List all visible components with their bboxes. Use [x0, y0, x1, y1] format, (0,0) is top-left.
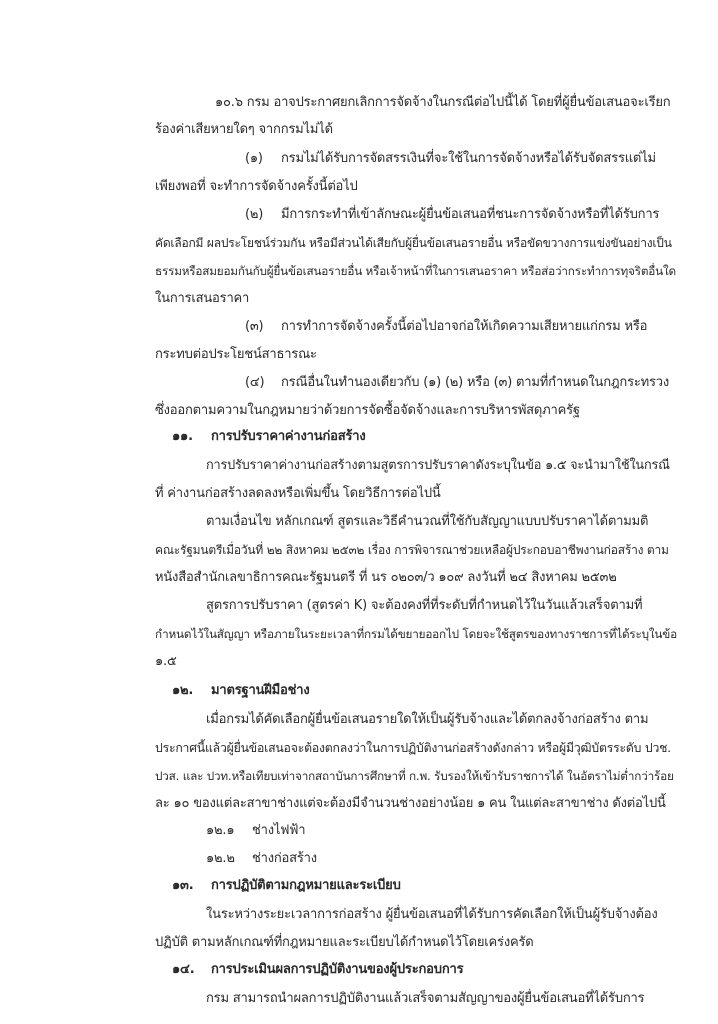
- clause-10-6-line-2: ร้องค่าเสียหายใดๆ จากกรมไม่ได้: [155, 122, 333, 137]
- item-2-line-2: คัดเลือกมี ผลประโยชน์ร่วมกัน หรือมีส่วนได้เสียกับผู้ยื่นข้อเสนอรายอื่น หรือขัดขวางการแข่งขันอย่างเป็น: [155, 236, 672, 250]
- section-13-line-2: ปฏิบัติ ตามหลักเกณฑ์ที่กฎหมายและระเบียบได้กำหนดไว้โดยเคร่งครัด: [155, 935, 534, 950]
- section-11-p2-line-1: ตามเงื่อนไข หลักเกณฑ์ สูตรและวิธีคำนวณที่ใช้กับสัญญาแบบปรับราคาได้ตามมติ: [206, 514, 649, 529]
- item-2-number: (๒): [245, 207, 264, 222]
- section-14-line-1: กรม สามารถนำผลการปฏิบัติงานแล้วเสร็จตามสัญญาของผู้ยื่นข้อเสนอที่ได้รับการ: [206, 991, 645, 1006]
- section-12-sub-1-number: ๑๒.๑: [206, 823, 235, 838]
- section-11-p2-line-2: คณะรัฐมนตรีเมื่อวันที่ ๒๒ สิงหาคม ๒๕๓๒ เรื่อง การพิจารณาช่วยเหลือผู้ประกอบอาชีพงานก่อสร้าง ตาม: [155, 543, 669, 557]
- section-12-line-3: ปวส. และ ปวท.หรือเทียบเท่าจากสถาบันการศึกษาที่ ก.พ. รับรองให้เข้ารับราชการได้ ในอัตราไม่ต่ำกว่าร้อย: [155, 769, 674, 783]
- section-11-p3-line-3: ๑.๕: [155, 654, 177, 669]
- item-4-line-2: ซึ่งออกตามความในกฎหมายว่าด้วยการจัดซื้อจัดจ้างและการบริหารพัสดุภาครัฐ: [155, 403, 580, 418]
- item-2-line-1: มีการกระทำที่เข้าลักษณะผู้ยื่นข้อเสนอที่ชนะการจัดจ้างหรือที่ได้รับการ: [281, 207, 660, 222]
- section-11-title: การปรับราคาค่างานก่อสร้าง: [211, 429, 366, 444]
- item-2-line-3: ธรรมหรือสมยอมกันกับผู้ยื่นข้อเสนอรายอื่น หรือเจ้าหน้าที่ในการเสนอราคา หรือส่อว่ากระทำการทุจริตอื่นใด: [155, 264, 676, 278]
- item-2-line-4: ในการเสนอราคา: [155, 291, 250, 306]
- section-13-title: การปฏิบัติตามกฎหมายและระเบียบ: [211, 878, 401, 893]
- item-4-line-1: กรณีอื่นในทำนองเดียวกับ (๑) (๒) หรือ (๓) ตามที่กำหนดในกฎกระทรวง: [281, 375, 670, 390]
- item-1-number: (๑): [245, 151, 263, 166]
- section-12-sub-2: ช่างก่อสร้าง: [252, 851, 317, 866]
- item-1-line-2: เพียงพอที่ จะทำการจัดจ้างครั้งนี้ต่อไป: [155, 179, 358, 194]
- section-12-line-1: เมื่อกรมได้คัดเลือกผู้ยื่นข้อเสนอรายใดให้เป็นผู้รับจ้างและได้ตกลงจ้างก่อสร้าง ตาม: [206, 712, 649, 727]
- item-1-line-1: กรมไม่ได้รับการจัดสรรเงินที่จะใช้ในการจัดจ้างหรือได้รับจัดสรรแต่ไม่: [281, 151, 656, 166]
- section-12-number: ๑๒.: [172, 683, 194, 698]
- section-11-number: ๑๑.: [172, 429, 193, 444]
- section-11-p3-line-2: กำหนดไว้ในสัญญา หรือภายในระยะเวลาที่กรมได้ขยายออกไป โดยจะใช้สูตรของทางราชการที่ได้ระบุในข้อ: [155, 627, 677, 641]
- section-13-line-1: ในระหว่างระยะเวลาการก่อสร้าง ผู้ยื่นข้อเสนอที่ได้รับการคัดเลือกให้เป็นผู้รับจ้างต้อง: [206, 907, 658, 922]
- section-14-title: การประเมินผลการปฏิบัติงานของผู้ประกอบการ: [211, 962, 464, 977]
- item-3-line-1: การทำการจัดจ้างครั้งนี้ต่อไปอาจก่อให้เกิดความเสียหายแก่กรม หรือ: [281, 319, 648, 334]
- section-12-line-4: ละ ๑๐ ของแต่ละสาขาช่างแต่จะต้องมีจำนวนช่างอย่างน้อย ๑ คน ในแต่ละสาขาช่าง ดังต่อไปนี้: [155, 796, 666, 811]
- item-3-line-2: กระทบต่อประโยชน์สาธารณะ: [155, 347, 317, 362]
- clause-10-6-line-1: ๑๐.๖ กรม อาจประกาศยกเลิกการจัดจ้างในกรณีต่อไปนี้ได้ โดยที่ผู้ยื่นข้อเสนอจะเรียก: [215, 95, 671, 110]
- section-12-line-2: ประกาศนี้แล้วผู้ยื่นข้อเสนอจะต้องตกลงว่าในการปฏิบัติงานก่อสร้างดังกล่าว หรือผู้มีวุฒิบัตรระดับ ปวช.: [155, 741, 671, 755]
- section-13-number: ๑๓.: [172, 878, 194, 893]
- item-4-number: (๔): [245, 375, 265, 390]
- section-11-p3-line-1: สูตรการปรับราคา (สูตรค่า K) จะต้องคงที่ที่ระดับที่กำหนดไว้ในวันแล้วเสร็จตามที่: [206, 598, 643, 613]
- section-11-p1-line-2: ที่ ค่างานก่อสร้างลดลงหรือเพิ่มขึ้น โดยวิธีการต่อไปนี้: [155, 486, 441, 501]
- section-11-p1-line-1: การปรับราคาค่างานก่อสร้างตามสูตรการปรับราคาดังระบุในข้อ ๑.๕ จะนำมาใช้ในกรณี: [206, 458, 670, 473]
- section-14-number: ๑๔.: [172, 962, 195, 977]
- section-12-title: มาตรฐานฝีมือช่าง: [211, 683, 310, 698]
- item-3-number: (๓): [245, 319, 264, 334]
- section-12-sub-1: ช่างไฟฟ้า: [252, 823, 306, 838]
- section-11-p2-line-3: หนังสือสำนักเลขาธิการคณะรัฐมนตรี ที่ นร ๐๒๐๓/ว ๑๐๙ ลงวันที่ ๒๔ สิงหาคม ๒๕๓๒: [155, 570, 617, 585]
- section-12-sub-2-number: ๑๒.๒: [206, 851, 235, 866]
